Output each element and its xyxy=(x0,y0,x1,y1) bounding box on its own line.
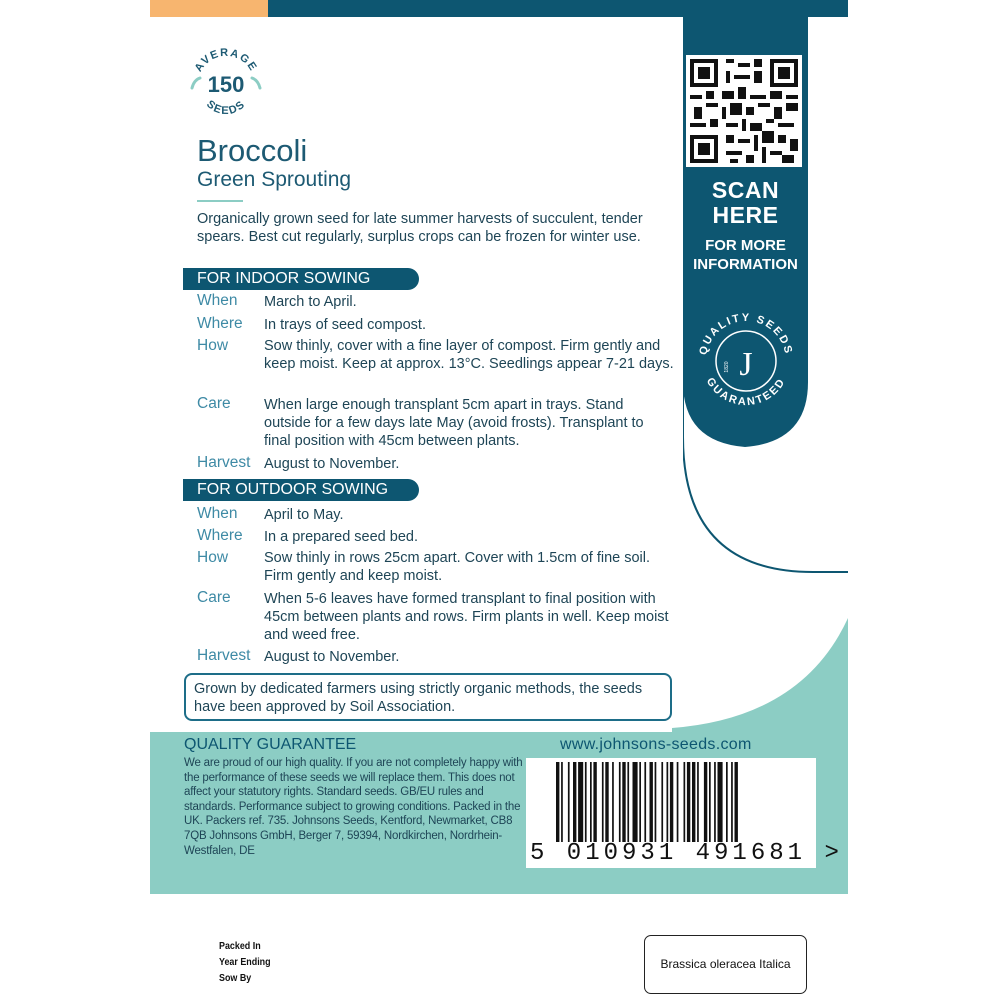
outdoor-where-label: Where xyxy=(197,527,243,544)
indoor-how-text: Sow thinly, cover with a fine layer of compost. Firm gently and keep moist. Keep at approx. 13°C. Seedlings appear 7-21 days. xyxy=(264,338,674,372)
year-ending-label: Year Ending xyxy=(219,956,271,968)
seal-bottom-text: GUARANTEED xyxy=(703,375,789,409)
organic-note: Grown by dedicated farmers using strictly organic methods, the seeds have been approved by Soil Association. xyxy=(184,673,672,721)
quality-guarantee-text: We are proud of our high quality. If you are not completely happy with the performance of these seeds we will replace them. This does not affect your statutory rights. Standard seeds. GB/EU rules and standards. Performance subject to growing conditions. Packed in the UK. Packers ref. 735. Johnsons Seeds, Kentford, Newmarket, CB8 7QB Johnsons GmbH, Berger 7, 59394, Nordkirchen, Nordrhein-Westfalen, DE xyxy=(184,757,523,857)
seal-top-text: QUALITY SEEDS xyxy=(697,311,795,357)
top-teal-stripe xyxy=(268,0,848,17)
outdoor-where-text: In a prepared seed bed. xyxy=(264,529,418,545)
outdoor-care-label: Care xyxy=(197,589,231,606)
indoor-when-label: When xyxy=(197,292,238,309)
seal-letter: J xyxy=(739,346,753,383)
indoor-when-text: March to April. xyxy=(264,294,357,310)
outdoor-how-text: Sow thinly in rows 25cm apart. Cover with 1.5cm of fine soil. Firm gently and keep moist. xyxy=(264,550,651,584)
barcode-bars xyxy=(526,762,816,846)
quality-guarantee-title: QUALITY GUARANTEE xyxy=(184,736,357,753)
indoor-where-label: Where xyxy=(197,315,243,332)
seal-year: 1820 xyxy=(724,361,730,373)
svg-text:AVERAGE xyxy=(193,47,260,74)
scan-title-line-1: SCAN xyxy=(711,177,780,203)
quality-seal-icon xyxy=(690,305,802,417)
qr-code-graphic xyxy=(686,55,802,167)
indoor-harvest-label: Harvest xyxy=(197,454,251,471)
title-divider xyxy=(197,200,243,202)
product-name: Broccoli xyxy=(197,133,308,168)
outdoor-when-label: When xyxy=(197,505,238,522)
badge-count: 150 xyxy=(207,72,245,97)
packing-info xyxy=(219,938,271,986)
scan-here-subtitle xyxy=(683,236,808,274)
product-variety: Green Sprouting xyxy=(197,168,352,191)
scan-sub-line-2: INFORMATION xyxy=(693,256,798,273)
latin-name: Brassica oleracea Italica xyxy=(660,957,791,971)
indoor-where-text: In trays of seed compost. xyxy=(264,317,426,333)
scan-here-title xyxy=(683,178,808,228)
outdoor-harvest-text: August to November. xyxy=(264,649,400,665)
outdoor-care-text: When 5-6 leaves have formed transplant to final position with 45cm between plants and rows. Firm plants in well. Keep moist and weed free. xyxy=(264,591,669,643)
indoor-sowing-heading: FOR INDOOR SOWING xyxy=(183,268,419,290)
scan-title-line-2: HERE xyxy=(712,202,779,228)
outdoor-sowing-heading: FOR OUTDOOR SOWING xyxy=(183,479,419,501)
barcode-number: 5 010931 491681 > xyxy=(530,840,843,867)
outdoor-when-text: April to May. xyxy=(264,507,344,523)
mint-corner-shape xyxy=(672,618,848,734)
indoor-care-text: When large enough transplant 5cm apart in trays. Stand outside for a few days late May (avoid frosts). Transplant to final position with 45cm between plants. xyxy=(264,397,644,449)
scan-sub-line-1: FOR MORE xyxy=(705,237,786,254)
svg-text:SEEDS xyxy=(204,98,248,117)
packed-in-label: Packed In xyxy=(219,940,261,952)
outdoor-how-label: How xyxy=(197,549,229,566)
latin-name-box xyxy=(644,935,807,994)
average-seeds-badge xyxy=(186,44,266,120)
outdoor-harvest-label: Harvest xyxy=(197,647,251,664)
sow-by-label: Sow By xyxy=(219,972,252,984)
product-description: Organically grown seed for late summer harvests of succulent, tender spears. Best cut regularly, surplus crops can be frozen for winter use. xyxy=(197,211,643,245)
badge-bottom-text: SEEDS xyxy=(204,98,248,118)
qr-code[interactable] xyxy=(686,55,802,167)
indoor-care-label: Care xyxy=(197,395,231,412)
top-orange-stripe xyxy=(150,0,268,17)
indoor-harvest-text: August to November. xyxy=(264,456,400,472)
website-link[interactable]: www.johnsons-seeds.com xyxy=(560,736,752,753)
badge-top-text: AVERAGE xyxy=(192,46,260,74)
indoor-how-label: How xyxy=(197,337,229,354)
